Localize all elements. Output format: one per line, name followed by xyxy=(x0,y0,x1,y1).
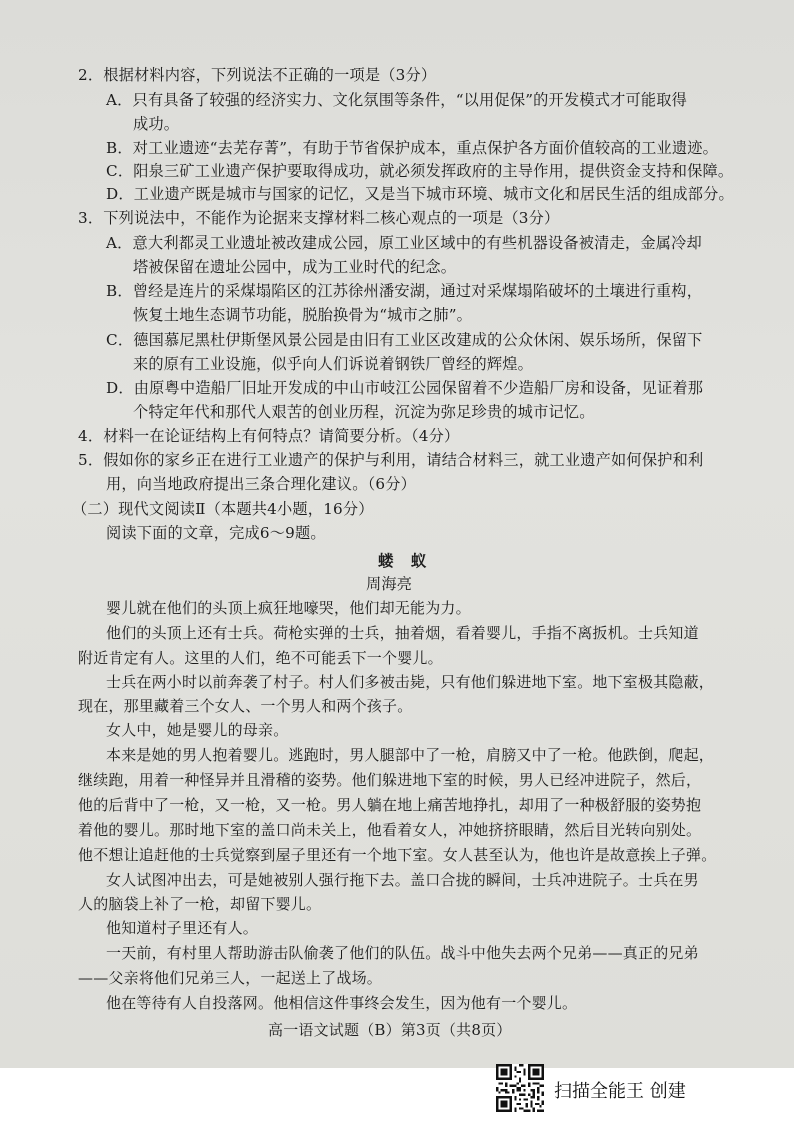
article-paragraph-cont: ——父亲将他们兄弟三人，一起送上了战场。 xyxy=(78,969,383,987)
article-title: 蝼 蚁 xyxy=(378,551,433,570)
q2-option-d: D．工业遗产既是城市与国家的记忆，又是当下城市环境、城市文化和居民生活的组成部分。 xyxy=(106,185,734,203)
reading-instruction: 阅读下面的文章，完成6～9题。 xyxy=(106,524,326,542)
article-paragraph-cont: 他不想让追赶他的士兵觉察到屋子里还有一个地下室。女人甚至认为，他也许是故意挨上子弹。 xyxy=(78,846,717,864)
article-paragraph: 本来是她的男人抱着婴儿。逃跑时，男人腿部中了一枪，肩膀又中了一枪。他跌倒，爬起， xyxy=(106,746,715,764)
q2-option-c: C．阳泉三矿工业遗产保护要取得成功，就必须发挥政府的主导作用，提供资金支持和保障。 xyxy=(106,162,734,180)
article-paragraph: 一天前，有村里人帮助游击队偷袭了他们的队伍。战斗中他失去两个兄弟——真正的兄弟 xyxy=(106,944,699,962)
q3-option-b: B．曾经是连片的采煤塌陷区的江苏徐州潘安湖，通过对采煤塌陷破坏的土壤进行重构， xyxy=(106,282,703,300)
article-paragraph: 他们的头顶上还有士兵。荷枪实弹的士兵，抽着烟，看着婴儿，手指不离扳机。士兵知道 xyxy=(106,624,699,642)
article-paragraph: 女人中，她是婴儿的母亲。 xyxy=(106,721,289,739)
article-paragraph-cont: 附近肯定有人。这里的人们，绝不可能丢下一个婴儿。 xyxy=(78,649,443,667)
scanner-brand-label: 扫描全能王 创建 xyxy=(554,1081,686,1102)
page-footer: 高一语文试题（B）第3页（共8页） xyxy=(268,1021,512,1039)
question-3: 3．下列说法中，不能作为论据来支撑材料二核心观点的一项是（3分） xyxy=(78,209,560,227)
article-paragraph: 士兵在两小时以前奔袭了村子。村人们多被击毙，只有他们躲进地下室。地下室极其隐蔽， xyxy=(106,673,715,691)
question-5: 5．假如你的家乡正在进行工业遗产的保护与利用，请结合材料三，就工业遗产如何保护和利 xyxy=(78,451,704,469)
article-paragraph: 婴儿就在他们的头顶上疯狂地嚎哭，他们却无能为力。 xyxy=(106,599,471,617)
q3-option-d: D．由原粤中造船厂旧址开发成的中山市岐江公园保留着不少造船厂房和设备，见证着那 xyxy=(106,379,704,397)
q2-option-b: B．对工业遗迹“去芜存菁”，有助于节省保护成本，重点保护各方面价值较高的工业遗迹。 xyxy=(106,139,719,157)
question-5-cont: 用，向当地政府提出三条合理化建议。（6分） xyxy=(106,475,417,493)
q3-option-c-cont: 来的原有工业设施，似乎向人们诉说着钢铁厂曾经的辉煌。 xyxy=(133,355,534,373)
article-paragraph: 他在等待有人自投落网。他相信这件事终会发生，因为他有一个婴儿。 xyxy=(106,994,578,1012)
qr-code-icon xyxy=(496,1064,544,1112)
q2-option-a-cont: 成功。 xyxy=(133,115,180,133)
q3-option-b-cont: 恢复土地生态调节功能，脱胎换骨为“城市之肺”。 xyxy=(133,306,473,324)
article-paragraph-cont: 他的后背中了一枪，又一枪，又一枪。男人躺在地上痛苦地挣扎，却用了一种极舒服的姿势抱 xyxy=(78,796,702,814)
question-2: 2．根据材料内容，下列说法不正确的一项是（3分） xyxy=(78,66,437,84)
article-paragraph: 女人试图冲出去，可是她被别人强行拖下去。盖口合拢的瞬间，士兵冲进院子。士兵在男 xyxy=(106,871,699,889)
q3-option-c: C．德国慕尼黑杜伊斯堡风景公园是由旧有工业区改建成的公众休闲、娱乐场所，保留下 xyxy=(106,331,703,349)
q2-option-a: A．只有具备了较强的经济实力、文化氛围等条件，“以用促保”的开发模式才可能取得 xyxy=(106,91,688,109)
article-paragraph-cont: 着他的婴儿。那时地下室的盖口尚未关上，他看着女人，冲她挤挤眼睛，然后目光转向别处。 xyxy=(78,821,702,839)
article-paragraph-cont: 人的脑袋上补了一枪，却留下婴儿。 xyxy=(78,895,322,913)
article-paragraph: 他知道村子里还有人。 xyxy=(106,919,259,937)
article-author: 周海亮 xyxy=(366,575,413,593)
section-heading: （二）现代文阅读Ⅱ（本题共4小题，16分） xyxy=(72,500,374,518)
article-paragraph-cont: 继续跑，用着一种怪异并且滑稽的姿势。他们躲进地下室的时候，男人已经冲进院子，然后， xyxy=(78,771,702,789)
q3-option-a-cont: 塔被保留在遗址公园中，成为工业时代的纪念。 xyxy=(133,258,457,276)
article-paragraph-cont: 现在，那里藏着三个女人、一个男人和两个孩子。 xyxy=(78,697,413,715)
q3-option-d-cont: 个特定年代和那代人艰苦的创业历程，沉淀为弥足珍贵的城市记忆。 xyxy=(133,403,595,421)
q3-option-a: A．意大利都灵工业遗址被改建成公园，原工业区域中的有些机器设备被清走，金属冷却 xyxy=(106,234,702,252)
question-4: 4．材料一在论证结构上有何特点？请简要分析。（4分） xyxy=(78,427,460,445)
